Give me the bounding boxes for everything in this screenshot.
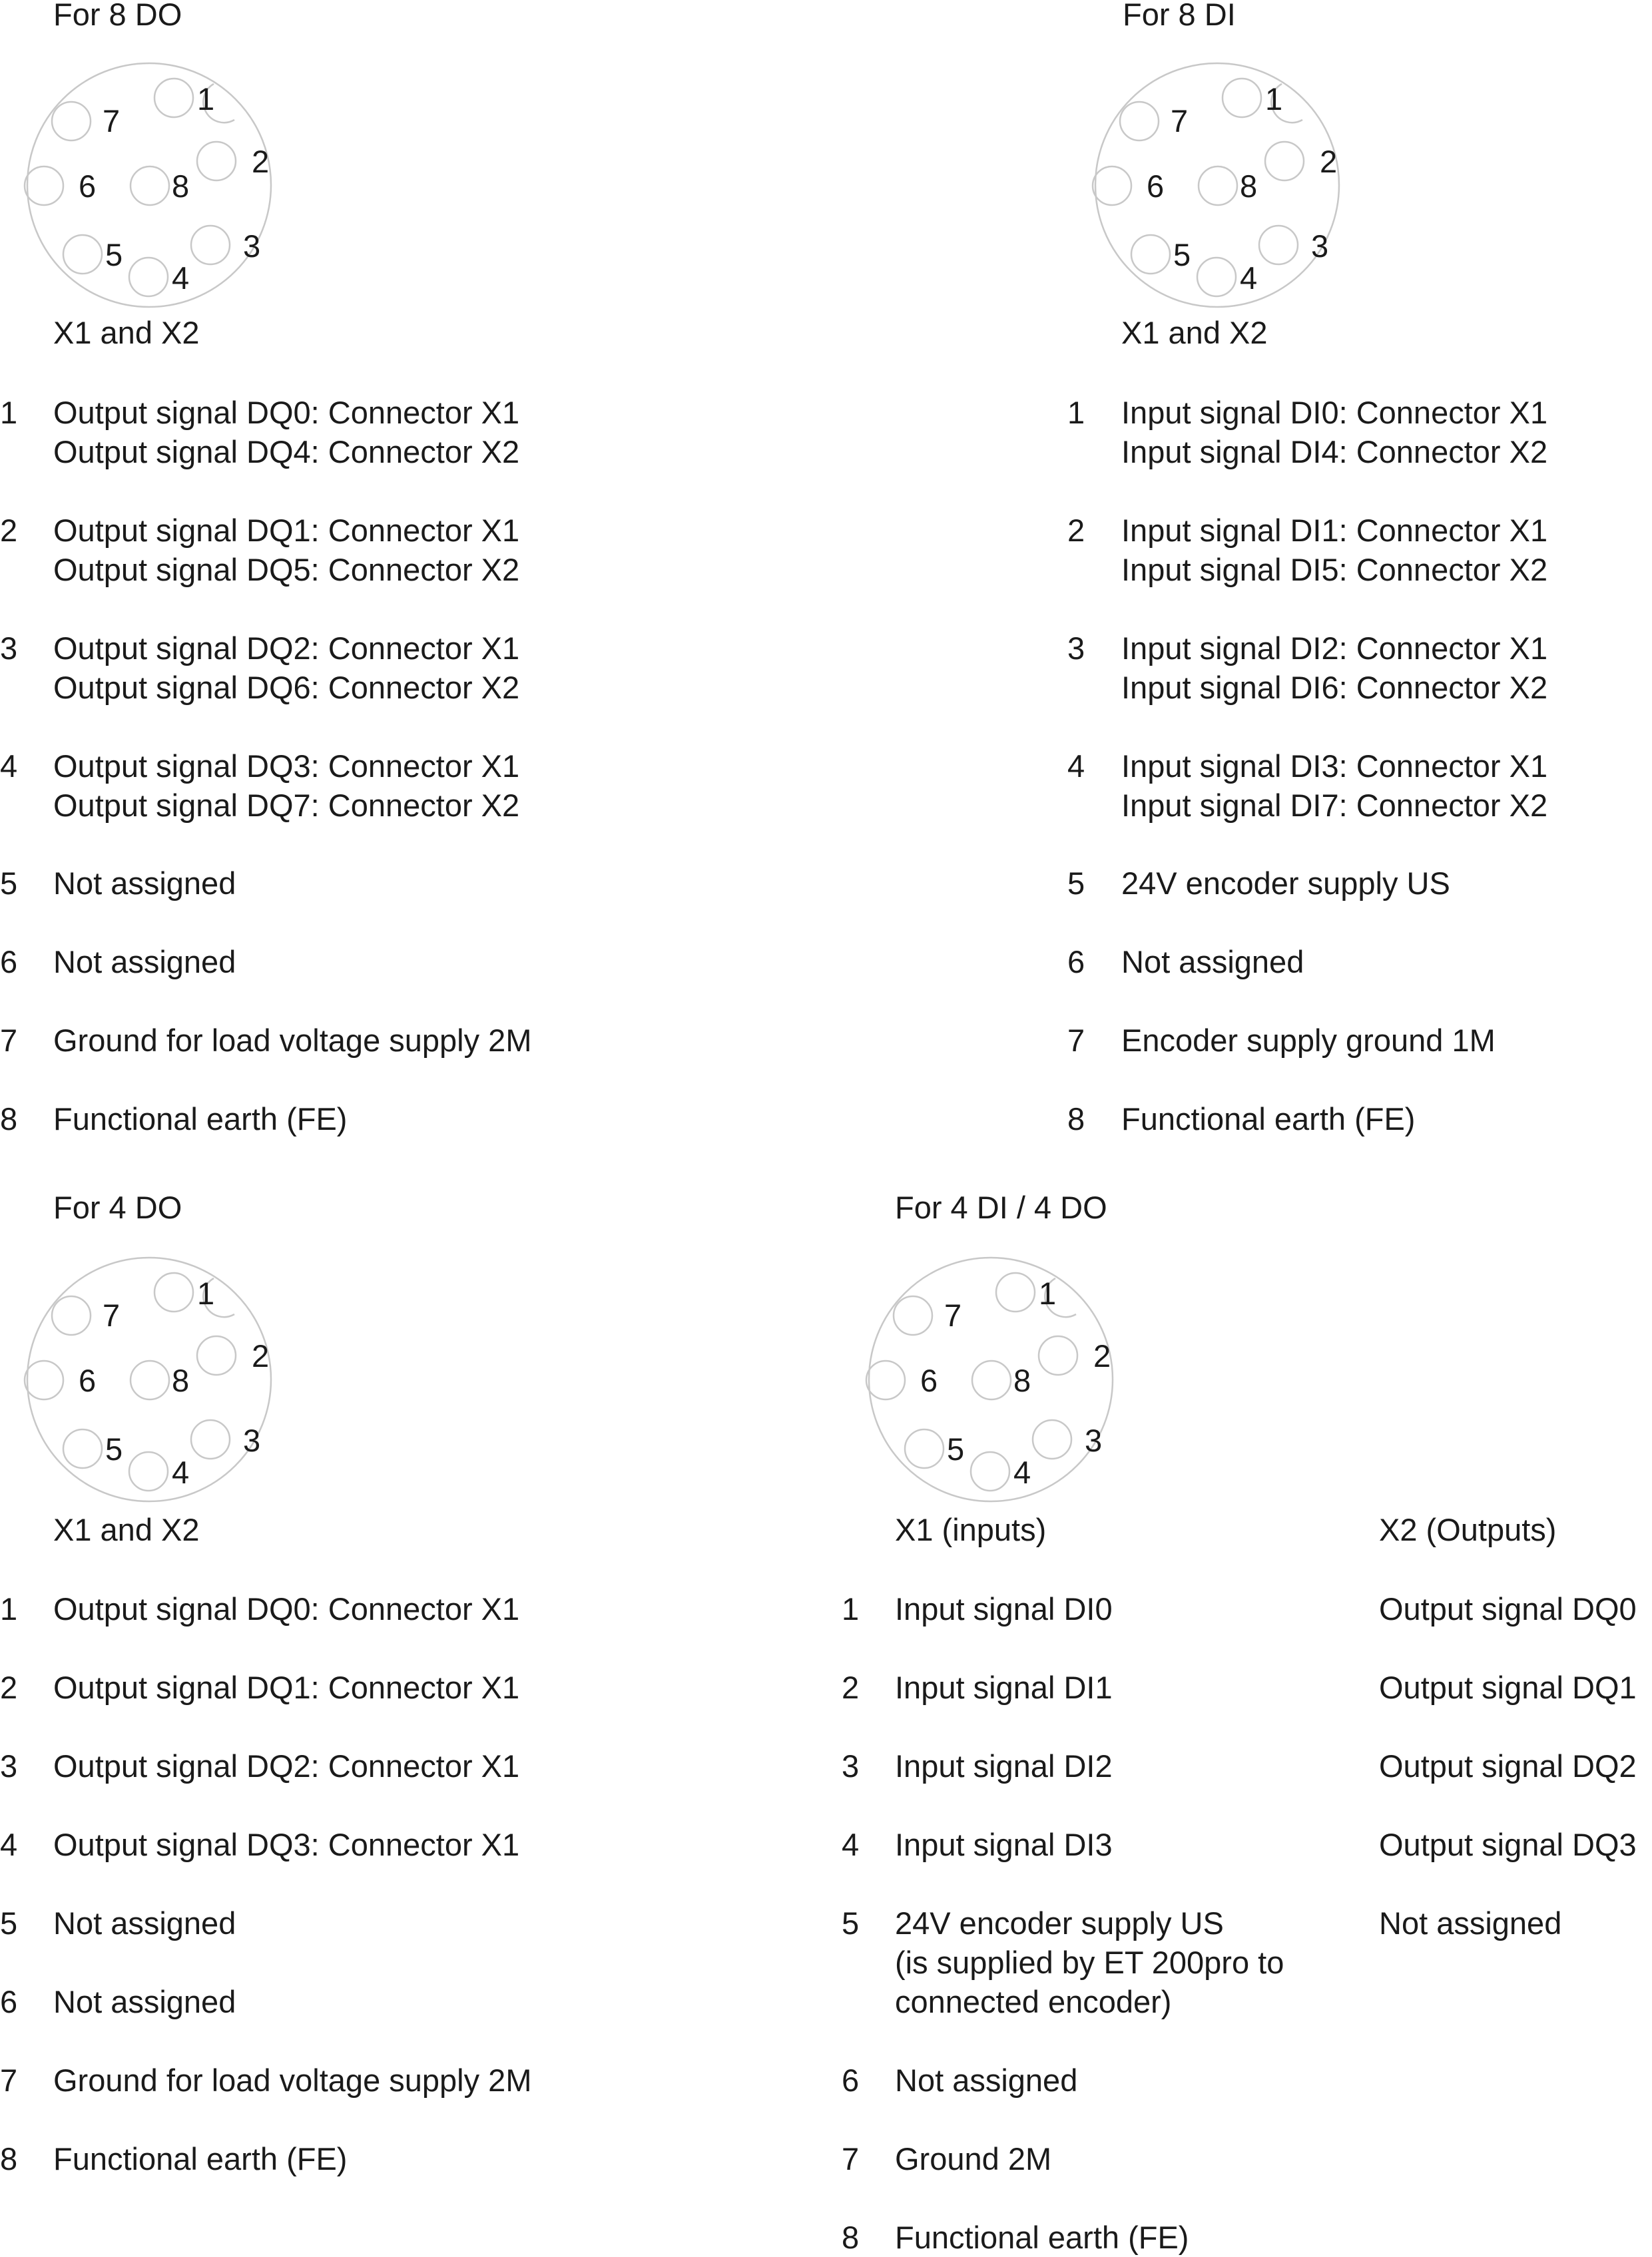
connector-label-x1: X1 (inputs) bbox=[895, 1512, 1047, 1547]
pin-description: Encoder supply ground 1M bbox=[1121, 1023, 1496, 1058]
pin-description-x2: Output signal DQ2 bbox=[1379, 1748, 1637, 1784]
pin-hole-number: 4 bbox=[1240, 260, 1258, 296]
pin-description: 24V encoder supply US bbox=[1121, 866, 1450, 901]
pin-hole bbox=[1120, 102, 1159, 140]
pin-description: Input signal DI3: Connector X1 Input signal DI7: Connector X2 bbox=[1121, 748, 1548, 823]
pin-description: Output signal DQ2: Connector X1 bbox=[53, 1748, 520, 1784]
pin-hole bbox=[866, 1361, 905, 1399]
connector-diagram bbox=[25, 1256, 273, 1503]
pin-number: 5 bbox=[842, 1905, 860, 1941]
pin-description: Output signal DQ0: Connector X1 bbox=[53, 1591, 520, 1627]
pin-description-x2: Output signal DQ0 bbox=[1379, 1591, 1637, 1627]
pin-hole-number: 6 bbox=[79, 168, 97, 204]
pin-hole-number: 2 bbox=[1320, 144, 1338, 179]
pin-description: Output signal DQ3: Connector X1 bbox=[53, 1827, 520, 1862]
pin-description: Not assigned bbox=[53, 944, 236, 979]
pin-hole bbox=[52, 102, 91, 140]
pin-hole-number: 3 bbox=[1085, 1423, 1103, 1458]
pin-hole-number: 2 bbox=[252, 144, 270, 179]
pin-hole bbox=[971, 1452, 1009, 1491]
pin-description: Functional earth (FE) bbox=[895, 2220, 1189, 2255]
pin-description: Input signal DI1: Connector X1 Input signal DI5: Connector X2 bbox=[1121, 513, 1548, 587]
pin-hole bbox=[129, 258, 168, 296]
pin-hole-number: 7 bbox=[103, 103, 121, 138]
connector-label: X1 and X2 bbox=[53, 1512, 200, 1547]
connector-diagram bbox=[25, 61, 273, 309]
pin-hole bbox=[1039, 1336, 1077, 1375]
pin-number: 8 bbox=[0, 2141, 18, 2176]
pin-number: 7 bbox=[1067, 1023, 1085, 1058]
pin-hole bbox=[131, 1361, 169, 1399]
pin-hole-number: 3 bbox=[1311, 228, 1329, 264]
pin-number: 4 bbox=[0, 1827, 18, 1862]
section-title: For 8 DI bbox=[1123, 0, 1236, 32]
pin-hole-number: 4 bbox=[1013, 1455, 1031, 1490]
pin-number: 5 bbox=[0, 1905, 18, 1941]
section-title: For 4 DI / 4 DO bbox=[895, 1190, 1107, 1225]
pin-hole bbox=[1131, 235, 1170, 274]
pin-hole bbox=[1265, 142, 1304, 180]
pin-number: 5 bbox=[1067, 866, 1085, 901]
pin-hole-number: 6 bbox=[920, 1363, 938, 1398]
pin-number: 6 bbox=[1067, 944, 1085, 979]
pin-hole bbox=[894, 1296, 932, 1335]
pin-hole-number: 5 bbox=[1173, 237, 1191, 272]
connector-label: X1 and X2 bbox=[1121, 315, 1268, 350]
pin-description: Ground for load voltage supply 2M bbox=[53, 2063, 532, 2098]
pin-description: Functional earth (FE) bbox=[53, 2141, 348, 2176]
pin-number: 7 bbox=[842, 2141, 860, 2176]
pin-number: 3 bbox=[1067, 630, 1085, 666]
pin-number: 7 bbox=[0, 1023, 18, 1058]
pin-description: Ground for load voltage supply 2M bbox=[53, 1023, 532, 1058]
connector-label: X1 and X2 bbox=[53, 315, 200, 350]
pin-number: 1 bbox=[1067, 395, 1085, 430]
connector-label-x2: X2 (Outputs) bbox=[1379, 1512, 1557, 1547]
pin-number: 3 bbox=[842, 1748, 860, 1784]
pin-hole-number: 8 bbox=[172, 1363, 190, 1398]
pin-hole bbox=[1259, 226, 1298, 264]
pin-hole-number: 5 bbox=[947, 1431, 965, 1467]
pin-hole bbox=[197, 142, 236, 180]
pin-hole-number: 7 bbox=[944, 1298, 962, 1333]
pin-description: Input signal DI3 bbox=[895, 1827, 1113, 1862]
pin-hole bbox=[1033, 1420, 1071, 1459]
pin-description: Output signal DQ1: Connector X1 Output signal DQ5: Connector X2 bbox=[53, 513, 520, 587]
connector-diagram bbox=[867, 1256, 1115, 1503]
pin-number: 1 bbox=[842, 1591, 860, 1627]
pin-number: 5 bbox=[0, 866, 18, 901]
pin-description-x2: Not assigned bbox=[1379, 1905, 1562, 1941]
pin-hole-number: 1 bbox=[1039, 1276, 1057, 1311]
pin-hole bbox=[1093, 166, 1131, 205]
pin-description: Functional earth (FE) bbox=[1121, 1101, 1416, 1136]
pin-description-x2: Output signal DQ1 bbox=[1379, 1670, 1637, 1705]
pin-hole bbox=[191, 1420, 230, 1459]
pin-number: 3 bbox=[0, 630, 18, 666]
pin-description: 24V encoder supply US (is supplied by ET 200pro to connected encoder) bbox=[895, 1905, 1284, 2019]
pin-description: Input signal DI2 bbox=[895, 1748, 1113, 1784]
pin-hole-number: 7 bbox=[1171, 103, 1189, 138]
pin-number: 8 bbox=[0, 1101, 18, 1136]
pin-number: 4 bbox=[842, 1827, 860, 1862]
pin-description: Not assigned bbox=[53, 1984, 236, 2019]
pin-hole bbox=[52, 1296, 91, 1335]
pin-description: Output signal DQ1: Connector X1 bbox=[53, 1670, 520, 1705]
pin-hole bbox=[996, 1273, 1035, 1312]
pin-description: Input signal DI1 bbox=[895, 1670, 1113, 1705]
pin-hole-number: 8 bbox=[1240, 168, 1258, 204]
pin-number: 6 bbox=[0, 944, 18, 979]
pin-hole-number: 6 bbox=[79, 1363, 97, 1398]
section-title: For 4 DO bbox=[53, 1190, 182, 1225]
pin-hole bbox=[154, 79, 193, 117]
pin-hole bbox=[197, 1336, 236, 1375]
pin-description: Functional earth (FE) bbox=[53, 1101, 348, 1136]
pin-number: 2 bbox=[1067, 513, 1085, 548]
pin-description: Input signal DI0 bbox=[895, 1591, 1113, 1627]
pin-hole bbox=[1199, 166, 1237, 205]
connector-diagram bbox=[1093, 61, 1341, 309]
pin-number: 4 bbox=[0, 748, 18, 784]
pin-description: Not assigned bbox=[895, 2063, 1078, 2098]
pin-hole-number: 4 bbox=[172, 1455, 190, 1490]
pin-number: 6 bbox=[0, 1984, 18, 2019]
pin-hole-number: 2 bbox=[252, 1338, 270, 1374]
pin-description: Output signal DQ2: Connector X1 Output signal DQ6: Connector X2 bbox=[53, 630, 520, 705]
pin-number: 2 bbox=[0, 1670, 18, 1705]
pin-description: Output signal DQ3: Connector X1 Output signal DQ7: Connector X2 bbox=[53, 748, 520, 823]
pin-hole bbox=[1197, 258, 1236, 296]
pin-hole-number: 3 bbox=[243, 1423, 261, 1458]
pin-hole-number: 1 bbox=[1265, 81, 1283, 117]
pin-number: 2 bbox=[842, 1670, 860, 1705]
pin-hole bbox=[972, 1361, 1011, 1399]
pin-hole-number: 5 bbox=[105, 1431, 123, 1467]
pin-hole bbox=[25, 166, 63, 205]
pin-number: 8 bbox=[842, 2220, 860, 2255]
pin-description: Input signal DI0: Connector X1 Input signal DI4: Connector X2 bbox=[1121, 395, 1548, 469]
pin-number: 3 bbox=[0, 1748, 18, 1784]
section-title: For 8 DO bbox=[53, 0, 182, 32]
pin-hole bbox=[63, 235, 102, 274]
pin-hole bbox=[154, 1273, 193, 1312]
pin-number: 4 bbox=[1067, 748, 1085, 784]
pin-description-x2: Output signal DQ3 bbox=[1379, 1827, 1637, 1862]
pin-description: Input signal DI2: Connector X1 Input signal DI6: Connector X2 bbox=[1121, 630, 1548, 705]
pin-hole-number: 1 bbox=[197, 81, 215, 117]
pin-number: 1 bbox=[0, 395, 18, 430]
pin-number: 7 bbox=[0, 2063, 18, 2098]
pin-hole bbox=[131, 166, 169, 205]
pin-number: 1 bbox=[0, 1591, 18, 1627]
pin-hole-number: 5 bbox=[105, 237, 123, 272]
pin-hole-number: 4 bbox=[172, 260, 190, 296]
pin-hole-number: 7 bbox=[103, 1298, 121, 1333]
pin-number: 8 bbox=[1067, 1101, 1085, 1136]
pin-description: Not assigned bbox=[1121, 944, 1304, 979]
pin-hole-number: 8 bbox=[172, 168, 190, 204]
pin-hole bbox=[25, 1361, 63, 1399]
pin-hole-number: 8 bbox=[1013, 1363, 1031, 1398]
pin-hole bbox=[905, 1429, 944, 1468]
pin-number: 6 bbox=[842, 2063, 860, 2098]
pin-hole bbox=[63, 1429, 102, 1468]
pin-hole bbox=[129, 1452, 168, 1491]
pin-description: Not assigned bbox=[53, 1905, 236, 1941]
pin-hole-number: 1 bbox=[197, 1276, 215, 1311]
pin-description: Not assigned bbox=[53, 866, 236, 901]
pin-hole-number: 3 bbox=[243, 228, 261, 264]
pin-description: Output signal DQ0: Connector X1 Output signal DQ4: Connector X2 bbox=[53, 395, 520, 469]
pin-hole bbox=[1223, 79, 1261, 117]
pin-hole bbox=[191, 226, 230, 264]
pin-description: Ground 2M bbox=[895, 2141, 1052, 2176]
pin-number: 2 bbox=[0, 513, 18, 548]
pin-hole-number: 6 bbox=[1147, 168, 1165, 204]
pin-hole-number: 2 bbox=[1093, 1338, 1111, 1374]
